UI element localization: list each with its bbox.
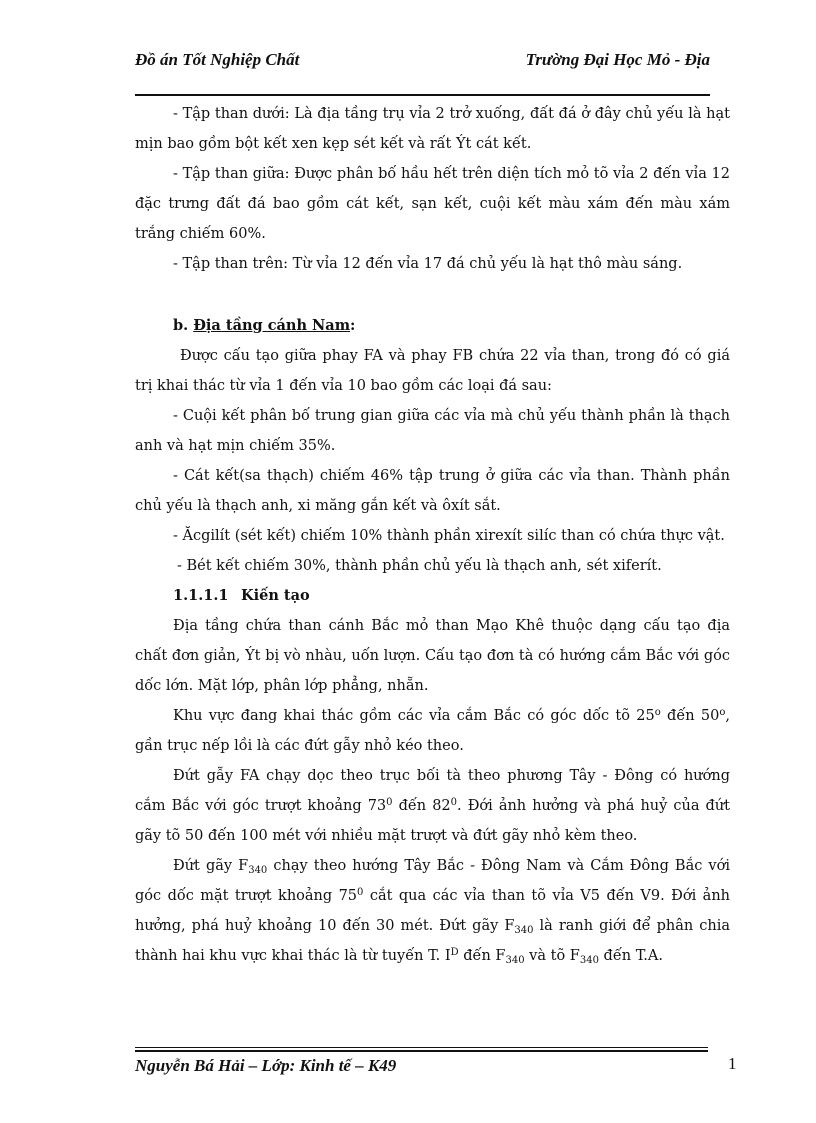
paragraph-sandstone: - Cát kết(sa thạch) chiếm 46% tập trung ở giữa các vỉa than. Thành phần chủ yếu là thạch anh, xi măng gắn kết và ôxít sắt. bbox=[135, 468, 730, 514]
header-right-title: Trường Đại Học Mỏ - Địa bbox=[525, 50, 710, 69]
superscript: o bbox=[719, 707, 726, 718]
paragraph-fault-fa bbox=[135, 761, 730, 851]
page-number: 1 bbox=[728, 1054, 737, 1073]
paragraph-dip-angles bbox=[135, 701, 730, 761]
section-number: 1.1.1.1 bbox=[173, 587, 229, 604]
text-run: đến 82 bbox=[392, 798, 451, 814]
spacer bbox=[135, 279, 730, 311]
subscript: 340 bbox=[248, 865, 268, 876]
section-heading-tectonics bbox=[135, 581, 730, 611]
subscript: 340 bbox=[505, 955, 525, 966]
subscript: 340 bbox=[514, 925, 534, 936]
superscript: 0 bbox=[386, 797, 393, 808]
paragraph-siltstone: - Bét kết chiếm 30%, thành phần chủ yếu là thạch anh, sét xiferít. bbox=[177, 558, 662, 574]
superscript: 0 bbox=[450, 797, 458, 808]
paragraph-south-wing-intro: Được cấu tạo giữa phay FA và phay FB chứa 22 vỉa than, trong đó có giá trị khai thác từ vỉa 1 đến vỉa 10 bao gồm các loại đá sau: bbox=[135, 348, 730, 394]
footer-author: Nguyễn Bá Hải – Lớp: Kinh tế – K49 bbox=[135, 1056, 397, 1075]
text-run: và tõ F bbox=[524, 948, 580, 964]
paragraph-tectonics-overview: Địa tầng chứa than cánh Bắc mỏ than Mạo Khê thuộc dạng cấu tạo địa chất đơn giản, Ýt bị vò nhàu, uốn lượn. Cấu tạo đơn tà có hướng cắm Bắc với góc dốc lớn. Mặt lớp, phân lớp phẳng, nhẵn. bbox=[135, 618, 730, 694]
paragraph-conglomerate: - Cuội kết phân bố trung gian giữa các vỉa mà chủ yếu thành phần là thạch anh và hạt mịn chiếm 35%. bbox=[135, 408, 730, 454]
superscript: o bbox=[654, 707, 661, 718]
header-left-title: Đồ án Tốt Nghiệp Chất bbox=[135, 50, 300, 69]
text-run: là ranh giới để phân chia thành hai khu vực khai thác là từ tuyến T. I bbox=[135, 918, 730, 964]
text-run: , gần trục nếp lồi là các đứt gẫy nhỏ kéo theo. bbox=[135, 708, 730, 754]
header-divider bbox=[135, 94, 710, 96]
text-run: . Đới ảnh hưởng và phá huỷ của đứt gãy tõ 50 đến 100 mét với nhiều mặt trượt và đứt gãy nhỏ kèm theo. bbox=[135, 798, 730, 844]
subheading-title: Địa tầng cánh Nam bbox=[193, 317, 351, 334]
subscript: 340 bbox=[579, 955, 599, 966]
document-body bbox=[135, 99, 730, 971]
text-run: cắt qua các vỉa than tõ vỉa V5 đến V9. Đới ảnh hưởng, phá huỷ khoảng 10 đến 30 mét. Đứt gãy F bbox=[135, 888, 730, 934]
subheading-south-wing bbox=[135, 311, 730, 341]
paragraph-fault-f340 bbox=[135, 851, 730, 971]
paragraph-lower-coal-set: - Tập than dưới: Là địa tầng trụ vỉa 2 trở xuống, đất đá ở đây chủ yếu là hạt mịn bao gồm bột kết xen kẹp sét kết và rất Ýt cát kết. bbox=[135, 106, 730, 152]
section-title: Kiến tạo bbox=[241, 587, 310, 604]
text-run: Đứt gãy F bbox=[173, 858, 249, 874]
paragraph-upper-coal-set: - Tập than trên: Từ vỉa 12 đến vỉa 17 đá chủ yếu là hạt thô màu sáng. bbox=[173, 256, 683, 272]
superscript: D bbox=[450, 947, 459, 958]
text-run: Đứt gẫy FA chạy dọc theo trục bối tà theo phương Tây - Đông có hướng cắm Bắc với góc trượt khoảng 73 bbox=[135, 768, 730, 814]
text-run: Khu vực đang khai thác gồm các vỉa cắm Bắc có góc dốc tõ 25 bbox=[173, 708, 655, 724]
footer-divider-thick bbox=[135, 1050, 708, 1052]
footer-divider-thin bbox=[135, 1047, 708, 1048]
text-run: đến T.A. bbox=[598, 948, 663, 964]
subheading-prefix: b. bbox=[173, 317, 194, 334]
text-run: đến 50 bbox=[660, 708, 720, 724]
paragraph-middle-coal-set: - Tập than giữa: Được phân bố hầu hết trên diện tích mỏ tõ vỉa 2 đến vỉa 12 đặc trưng đất đá bao gồm cát kết, sạn kết, cuội kết màu xám đến màu xám trắng chiếm 60%. bbox=[135, 166, 730, 242]
subheading-colon: : bbox=[350, 317, 356, 334]
text-run: đến F bbox=[458, 948, 506, 964]
superscript: 0 bbox=[357, 887, 364, 898]
paragraph-argillite: - Ăcgilít (sét kết) chiếm 10% thành phần xirexít silíc than có chứa thực vật. bbox=[173, 528, 725, 544]
page-header bbox=[135, 50, 710, 92]
text-run: chạy theo hướng Tây Bắc - Đông Nam và Cắm Đông Bắc với góc dốc mặt trượt khoảng 75 bbox=[135, 858, 730, 904]
